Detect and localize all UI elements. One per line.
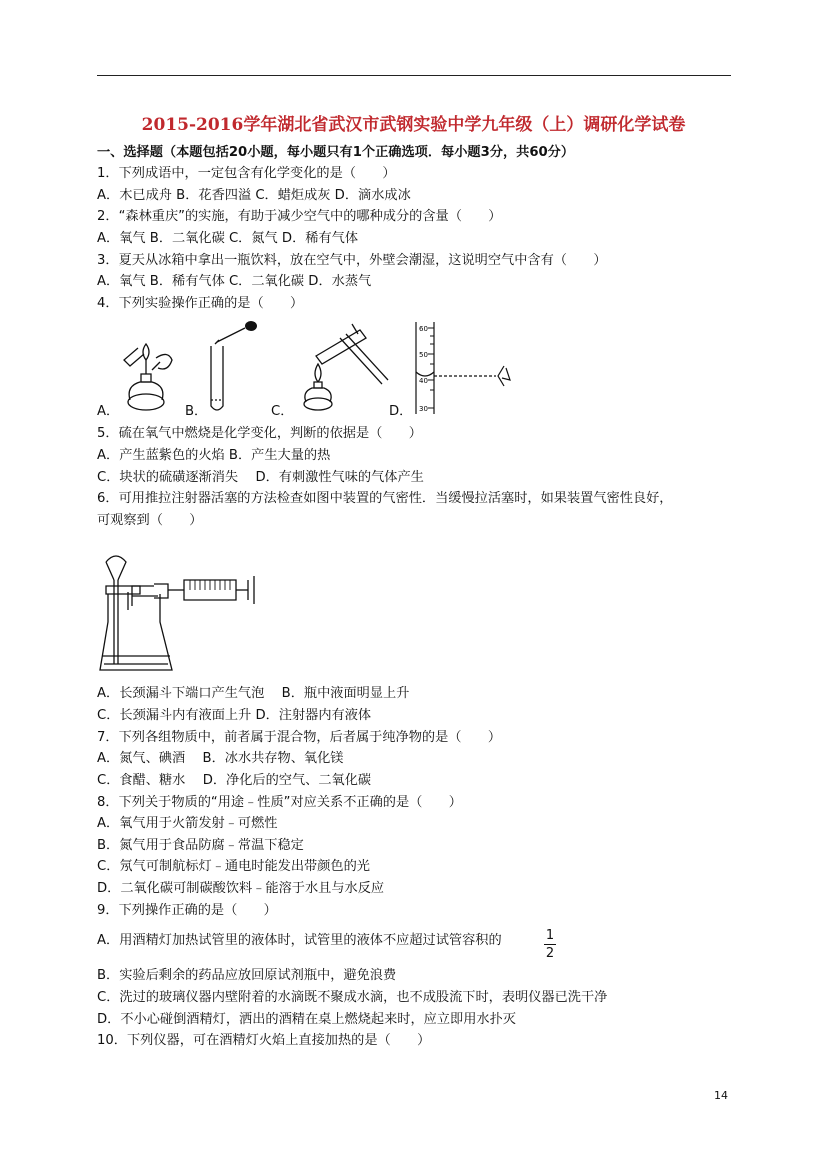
fraction-numerator: 1 (545, 928, 555, 943)
text-line: B．氮气用于食品防腐﹣常温下稳定 (97, 838, 304, 853)
text-line: C．食醋、糖水 D．净化后的空气、二氧化碳 (97, 773, 372, 788)
graduated-cylinder-reading-figure (410, 320, 520, 416)
airtightness-apparatus-figure (96, 548, 266, 676)
page-title: 2015-2016学年湖北省武汉市武钢实验中学九年级（上）调研化学试卷 (141, 115, 686, 135)
text-line: C．块状的硫磺逐渐消失 D．有刺激性气味的气体产生 (97, 470, 424, 485)
scale-label-30: 30 (419, 405, 428, 413)
q4-option-d: D． (389, 404, 413, 419)
page-number: 14 (714, 1089, 728, 1102)
text-line: A．氧气用于火箭发射﹣可燃性 (97, 816, 278, 831)
q4-option-a: A． (97, 404, 120, 419)
text-line: 10．下列仪器，可在酒精灯火焰上直接加热的是（ ） (97, 1033, 431, 1048)
text-line: 9．下列操作正确的是（ ） (97, 903, 277, 918)
text-line: 1．下列成语中，一定包含有化学变化的是（ ） (97, 166, 396, 181)
text-line: A．氮气、碘酒 B．冰水共存物、氧化镁 (97, 751, 344, 766)
q4-option-c: C． (271, 404, 294, 419)
scale-label-50: 50 (419, 351, 428, 359)
scale-label-60: 60 (419, 325, 428, 333)
text-line: 7．下列各组物质中，前者属于混合物，后者属于纯净物的是（ ） (97, 730, 502, 745)
text-line: 可观察到（ ） (97, 513, 203, 528)
section-heading: 一、选择题（本题包括20小题，每小题只有1个正确选项．每小题3分，共60分） (97, 145, 575, 160)
dropper-test-tube-figure (205, 320, 261, 416)
text-line: A．氧气 B．二氧化碳 C．氮气 D．稀有气体 (97, 231, 359, 246)
q9-option-a: A．用酒精灯加热试管里的液体时，试管里的液体不应超过试管容积的 (97, 933, 502, 948)
text-line: A．木已成舟 B．花香四溢 C．蜡炬成灰 D．滴水成冰 (97, 188, 411, 203)
text-line: 5．硫在氧气中燃烧是化学变化，判断的依据是（ ） (97, 426, 422, 441)
alcohol-lamp-lighting-figure (118, 330, 178, 414)
text-line: 8．下列关于物质的“用途﹣性质”对应关系不正确的是（ ） (97, 795, 462, 810)
text-line: D．不小心碰倒酒精灯，洒出的酒精在桌上燃烧起来时，应立即用水扑灭 (97, 1012, 516, 1027)
text-line: 4．下列实验操作正确的是（ ） (97, 296, 304, 311)
text-line: A．长颈漏斗下端口产生气泡 B．瓶中液面明显上升 (97, 686, 410, 701)
heating-test-tube-figure (296, 322, 392, 416)
fraction-one-half (544, 928, 556, 961)
header-rule (97, 75, 731, 76)
text-line: B．实验后剩余的药品应放回原试剂瓶中，避免浪费 (97, 968, 397, 983)
text-line: A．产生蓝紫色的火焰 B．产生大量的热 (97, 448, 331, 463)
text-line: C．洗过的玻璃仪器内壁附着的水滴既不聚成水滴，也不成股流下时，表明仪器已洗干净 (97, 990, 608, 1005)
q4-option-b: B． (185, 404, 208, 419)
text-line: 2．“森林重庆”的实施，有助于减少空气中的哪种成分的含量（ ） (97, 209, 502, 224)
text-line: D．二氧化碳可制碳酸饮料﹣能溶于水且与水反应 (97, 881, 385, 896)
text-line: 6．可用推拉注射器活塞的方法检查如图中装置的气密性．当缓慢拉活塞时，如果装置气密性良好， (97, 491, 673, 506)
text-line: C．氖气可制航标灯﹣通电时能发出带颜色的光 (97, 859, 370, 874)
text-line: A．氧气 B．稀有气体 C．二氧化碳 D．水蒸气 (97, 274, 372, 289)
fraction-denominator: 2 (545, 946, 555, 961)
scale-label-40: 40 (419, 377, 428, 385)
text-line: 3．夏天从冰箱中拿出一瓶饮料，放在空气中，外壁会潮湿，这说明空气中含有（ ） (97, 253, 607, 268)
text-line: C．长颈漏斗内有液面上升 D．注射器内有液体 (97, 708, 372, 723)
